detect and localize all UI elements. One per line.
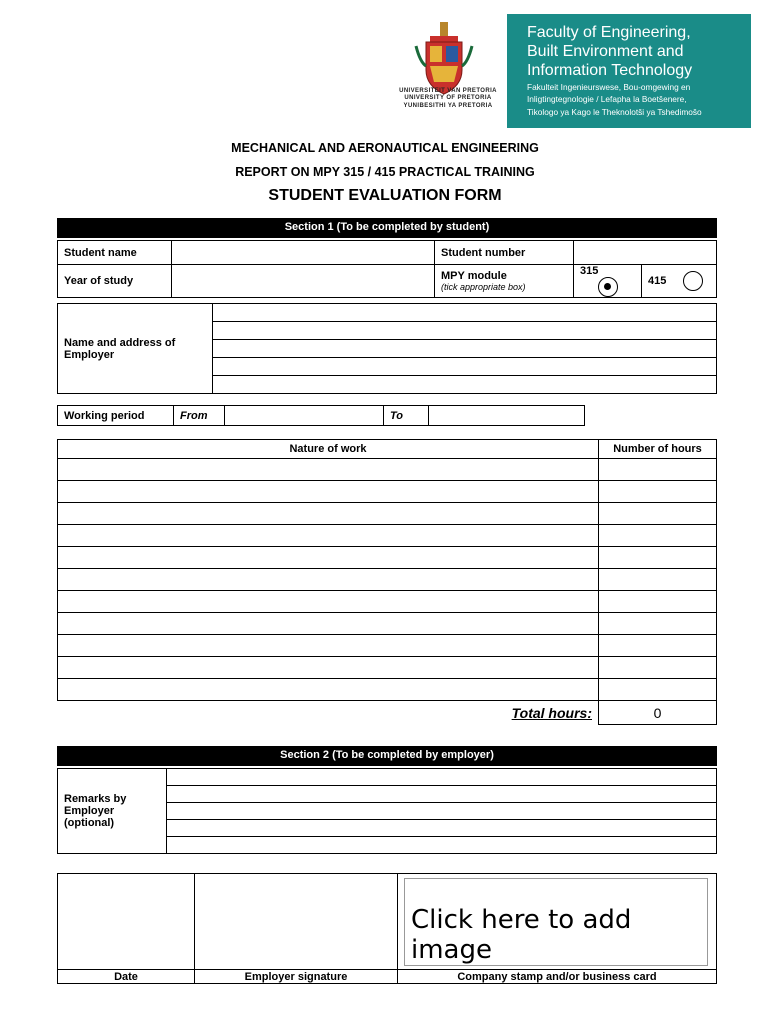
- faculty-sub-line: Tikologo ya Kago le Theknolotši ya Tshedimošo: [527, 106, 702, 117]
- option-415-label: 415: [648, 274, 667, 287]
- hours-row-field[interactable]: [599, 569, 717, 591]
- from-label: From: [174, 406, 225, 426]
- option-315-radio[interactable]: [598, 277, 618, 297]
- nature-of-work-header: Nature of work: [58, 440, 599, 459]
- remarks-line[interactable]: [167, 786, 717, 803]
- remarks-label: Remarks by Employer (optional): [58, 769, 167, 854]
- hours-row-field[interactable]: [599, 525, 717, 547]
- university-line-en: UNIVERSITY OF PRETORIA: [404, 95, 492, 102]
- number-of-hours-header: Number of hours: [599, 440, 717, 459]
- university-name: [392, 88, 504, 110]
- remarks-line[interactable]: [167, 803, 717, 820]
- hours-row-field[interactable]: [599, 547, 717, 569]
- remarks-line[interactable]: [167, 820, 717, 837]
- work-row-field[interactable]: [58, 635, 599, 657]
- remarks-line[interactable]: [167, 769, 717, 786]
- hours-row-field[interactable]: [599, 459, 717, 481]
- section1-heading: Section 1 (To be completed by student): [57, 218, 717, 238]
- option-315-label: 315: [580, 265, 599, 277]
- nature-of-work-table: [57, 439, 717, 725]
- faculty-title-line: Built Environment and: [527, 43, 684, 60]
- student-number-label: Student number: [435, 241, 574, 265]
- hours-row-field[interactable]: [599, 481, 717, 503]
- employer-signature-field[interactable]: [195, 874, 398, 970]
- remarks-table: [57, 768, 717, 854]
- work-row-field[interactable]: [58, 679, 599, 701]
- hours-row-field[interactable]: [599, 613, 717, 635]
- section2-heading: Section 2 (To be completed by employer): [57, 746, 717, 766]
- total-hours-label: Total hours:: [511, 704, 592, 721]
- work-row-field[interactable]: [58, 591, 599, 613]
- employer-line[interactable]: [213, 322, 717, 340]
- employer-table: [57, 303, 717, 394]
- university-line-af: UNIVERSITEIT VAN PRETORIA: [399, 88, 497, 94]
- company-stamp-label: Company stamp and/or business card: [398, 970, 717, 984]
- add-image-button[interactable]: [404, 878, 708, 966]
- faculty-title-line: Faculty of Engineering,: [527, 24, 691, 41]
- work-row-field[interactable]: [58, 525, 599, 547]
- university-crest-logo: [386, 14, 506, 128]
- work-row-field[interactable]: [58, 459, 599, 481]
- total-hours-value[interactable]: 0: [599, 701, 717, 725]
- work-row-field[interactable]: [58, 503, 599, 525]
- employer-signature-label: Employer signature: [195, 970, 398, 984]
- faculty-sub-line: Fakulteit Ingenieurswese, Bou-omgewing en: [527, 82, 691, 92]
- hours-row-field[interactable]: [599, 503, 717, 525]
- hours-row-field[interactable]: [599, 591, 717, 613]
- student-info-table: [57, 240, 717, 298]
- employer-line[interactable]: [213, 340, 717, 358]
- option-415-cell[interactable]: [642, 265, 717, 298]
- report-title: REPORT ON MPY 315 / 415 PRACTICAL TRAINING: [235, 165, 535, 179]
- employer-line[interactable]: [213, 304, 717, 322]
- working-period-label: Working period: [58, 406, 174, 426]
- mpy-module-cell: [435, 265, 574, 298]
- faculty-banner: [507, 14, 751, 128]
- student-number-field[interactable]: [574, 241, 717, 265]
- employer-line[interactable]: [213, 358, 717, 376]
- year-of-study-field[interactable]: [172, 265, 435, 298]
- student-name-label: Student name: [58, 241, 172, 265]
- mpy-module-label: MPY module: [441, 270, 507, 282]
- work-row-field[interactable]: [58, 547, 599, 569]
- date-label: Date: [58, 970, 195, 984]
- add-image-text: Click here to add image: [411, 905, 632, 965]
- work-row-field[interactable]: [58, 481, 599, 503]
- hours-row-field[interactable]: [599, 657, 717, 679]
- to-label: To: [384, 406, 429, 426]
- work-row-field[interactable]: [58, 613, 599, 635]
- faculty-subtitle: [527, 81, 751, 118]
- faculty-title-line: Information Technology: [527, 62, 693, 79]
- working-period-table: [57, 405, 585, 426]
- employer-label: Name and address of Employer: [58, 304, 213, 394]
- to-date-field[interactable]: [429, 406, 585, 426]
- date-field[interactable]: [58, 874, 195, 970]
- option-315-cell[interactable]: [574, 265, 642, 298]
- remarks-line[interactable]: [167, 837, 717, 854]
- employer-line[interactable]: [213, 376, 717, 394]
- hours-row-field[interactable]: [599, 635, 717, 657]
- student-name-field[interactable]: [172, 241, 435, 265]
- hours-row-field[interactable]: [599, 679, 717, 701]
- option-415-radio[interactable]: [683, 271, 703, 291]
- university-line-ts: YUNIBESITHI YA PRETORIA: [403, 102, 493, 109]
- mpy-module-hint: (tick appropriate box): [441, 282, 526, 292]
- work-row-field[interactable]: [58, 657, 599, 679]
- form-title: STUDENT EVALUATION FORM: [268, 187, 502, 204]
- year-of-study-label: Year of study: [58, 265, 172, 298]
- from-date-field[interactable]: [225, 406, 384, 426]
- faculty-sub-line: Inligtingtegnologie / Lefapha la Boetšenere,: [527, 94, 687, 105]
- work-row-field[interactable]: [58, 569, 599, 591]
- department-title: MECHANICAL AND AERONAUTICAL ENGINEERING: [231, 141, 539, 155]
- faculty-title: [527, 23, 692, 80]
